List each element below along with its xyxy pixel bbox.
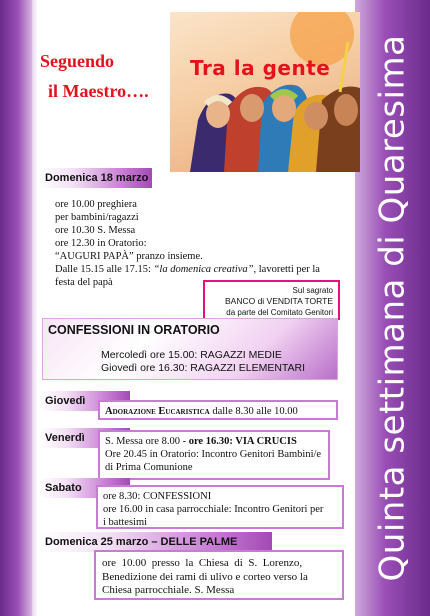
venerdi-via-crucis: ore 16.30: VIA CRUCIS bbox=[188, 436, 297, 447]
schedule-time: Dalle 15.15 alle 17.15: bbox=[55, 264, 151, 275]
sabato-line1: ore 8.30: CONFESSIONI bbox=[103, 491, 212, 502]
cake-sale-box bbox=[203, 280, 340, 320]
headline-line1: Seguendo bbox=[40, 51, 115, 71]
giovedi-highlight: Adorazione Eucaristica bbox=[105, 406, 210, 417]
schedule-line: festa del papà bbox=[55, 277, 113, 288]
left-decorative-bar bbox=[0, 0, 32, 616]
sale-line3: da parte del Comitato Genitori bbox=[226, 308, 333, 317]
left-bar-highlight bbox=[32, 0, 38, 616]
domenica-25-line1: ore 10.00 presso la Chiesa di S. Lorenzo, bbox=[102, 557, 303, 569]
schedule-line: ore 12.30 in Oratorio: bbox=[55, 238, 147, 249]
schedule-italic: “la domenica creativa” bbox=[153, 264, 254, 275]
schedule-rest: , lavoretti per la bbox=[253, 264, 320, 275]
day-label-domenica-25: Domenica 25 marzo – DELLE PALME bbox=[40, 532, 272, 552]
venerdi-mass: S. Messa ore 8.00 - bbox=[105, 436, 189, 447]
giovedi-line bbox=[105, 405, 336, 418]
venerdi-line2: Ore 20.45 in Oratorio: Incontro Genitori Bambini/e bbox=[105, 449, 322, 460]
cover-illustration-art bbox=[170, 12, 360, 172]
side-title bbox=[360, 0, 424, 616]
venerdi-line1 bbox=[105, 435, 328, 448]
domenica-25-line2: Benedizione dei rami di ulivo e corteo verso la bbox=[102, 570, 308, 583]
day-label-venerdi: Venerdì bbox=[40, 428, 130, 448]
schedule-line bbox=[55, 263, 320, 276]
cover-title: Tra la gente bbox=[190, 56, 331, 80]
confessioni-line1: Mercoledì ore 15.00: RAGAZZI MEDIE bbox=[101, 349, 282, 361]
confessioni-panel bbox=[42, 318, 338, 380]
sale-line2: BANCO di VENDITA TORTE bbox=[224, 296, 333, 306]
schedule-line: ore 10.00 preghiera bbox=[55, 199, 137, 210]
domenica-25-box bbox=[94, 550, 344, 600]
day-label-giovedi: Giovedì bbox=[40, 391, 130, 411]
headline-line2: il Maestro…. bbox=[48, 81, 149, 101]
venerdi-box bbox=[98, 430, 330, 480]
book-cover-illustration bbox=[170, 12, 360, 172]
headline bbox=[40, 46, 180, 106]
confessioni-title: CONFESSIONI IN ORATORIO bbox=[48, 323, 220, 337]
giovedi-box bbox=[98, 400, 338, 420]
sabato-line2: ore 16.00 in casa parrocchiale: Incontro Genitori per bbox=[103, 504, 324, 515]
schedule-line: ore 10.30 S. Messa bbox=[55, 225, 136, 236]
domenica-18-schedule bbox=[55, 198, 320, 289]
confessioni-body bbox=[101, 349, 305, 375]
day-label-sabato: Sabato bbox=[40, 478, 130, 498]
sabato-line3: i battesimi bbox=[103, 517, 148, 528]
sale-line1: Sul sagrato bbox=[292, 286, 333, 295]
confessioni-line2: Giovedì ore 16.30: RAGAZZI ELEMENTARI bbox=[101, 362, 306, 374]
venerdi-line3: di Prima Comunione bbox=[105, 462, 193, 473]
day-label-domenica-18: Domenica 18 marzo bbox=[40, 168, 152, 188]
schedule-line: per bambini/ragazzi bbox=[55, 212, 139, 223]
schedule-line: “AUGURI PAPÀ” pranzo insieme. bbox=[55, 251, 203, 262]
side-title-text: Quinta settimana di Quaresima bbox=[372, 34, 413, 582]
sabato-box bbox=[96, 485, 344, 529]
domenica-25-line3: Chiesa parrocchiale. S. Messa bbox=[102, 584, 235, 596]
giovedi-time: dalle 8.30 alle 10.00 bbox=[209, 406, 298, 417]
